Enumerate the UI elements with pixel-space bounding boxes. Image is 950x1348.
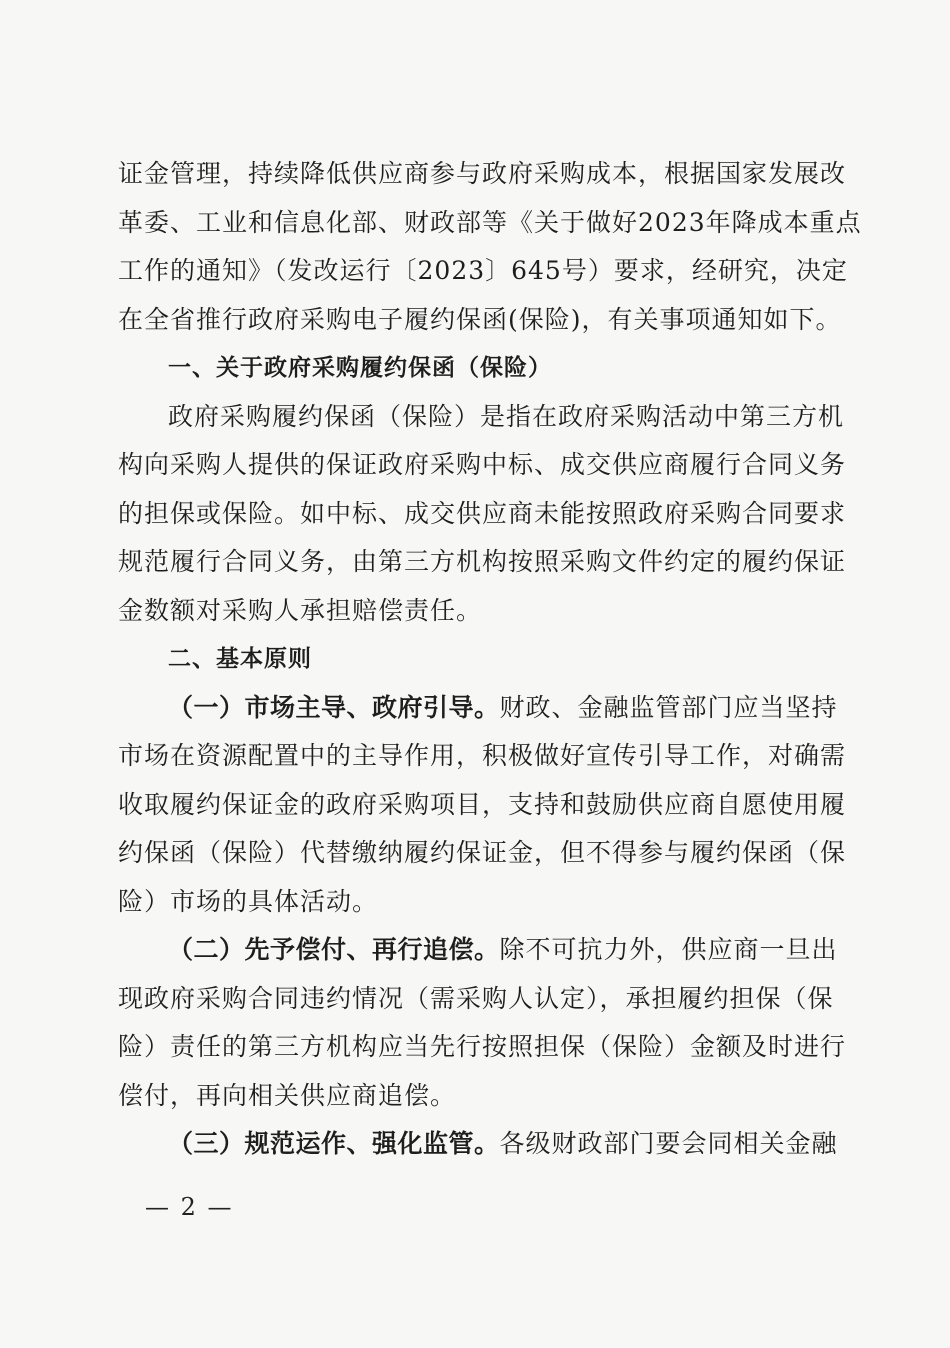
section-heading-1: 一、关于政府采购履约保函（保险） xyxy=(168,355,552,381)
page-number: — 2 — xyxy=(145,1193,234,1221)
text-line: 构向采购人提供的保证政府采购中标、成交供应商履行合同义务 xyxy=(118,450,847,479)
section-1-paragraph xyxy=(118,393,847,636)
principle-3-paragraph xyxy=(118,1120,838,1169)
text-line: 现政府采购合同违约情况（需采购人认定），承担履约担保（保 xyxy=(118,983,834,1013)
text-line: 险）市场的具体活动。 xyxy=(118,886,379,916)
principle-3-title: （三）规范运作、强化监管。 xyxy=(168,1129,500,1158)
text-line xyxy=(118,926,838,975)
text-line: 市场在资源配置中的主导作用，积极做好宣传引导工作，对确需 xyxy=(118,741,847,770)
principle-1-first-line: 财政、金融监管部门应当坚持 xyxy=(499,692,838,722)
text-line xyxy=(118,1120,838,1169)
text-line: 证金管理，持续降低供应商参与政府采购成本，根据国家发展改 xyxy=(118,159,847,188)
intro-paragraph xyxy=(118,150,862,344)
text-line: 的担保或保险。如中标、成交供应商未能按照政府采购合同要求 xyxy=(118,498,847,528)
principle-3-first-line: 各级财政部门要会同相关金融 xyxy=(499,1129,838,1158)
text-line: 约保函（保险）代替缴纳履约保证金，但不得参与履约保函（保 xyxy=(118,838,847,867)
principle-2-first-line: 除不可抗力外，供应商一旦出 xyxy=(499,935,838,964)
text-line xyxy=(118,684,838,733)
text-line: 政府采购履约保函（保险）是指在政府采购活动中第三方机 xyxy=(168,401,845,431)
text-line: 金数额对采购人承担赔偿责任。 xyxy=(118,595,483,625)
document-body xyxy=(118,150,862,1169)
principle-1-title: （一）市场主导、政府引导。 xyxy=(168,692,500,722)
text-line: 收取履约保证金的政府采购项目，支持和鼓励供应商自愿使用履 xyxy=(118,789,847,819)
principle-2-title: （二）先予偿付、再行追偿。 xyxy=(168,935,500,964)
text-line: 工作的通知》（发改运行〔2023〕645号）要求，经研究，决定 xyxy=(118,256,848,285)
section-heading-2: 二、基本原则 xyxy=(168,646,312,672)
principle-1-paragraph xyxy=(118,684,847,927)
text-line: 在全省推行政府采购电子履约保函(保险)，有关事项通知如下。 xyxy=(118,304,842,334)
text-line: 险）责任的第三方机构应当先行按照担保（保险）金额及时进行 xyxy=(118,1032,847,1061)
text-line: 规范履行合同义务，由第三方机构按照采购文件约定的履约保证 xyxy=(118,547,847,576)
text-line: 偿付，再向相关供应商追偿。 xyxy=(118,1080,457,1110)
principle-2-paragraph xyxy=(118,926,847,1120)
text-line: 革委、工业和信息化部、财政部等《关于做好2023年降成本重点 xyxy=(118,207,862,237)
